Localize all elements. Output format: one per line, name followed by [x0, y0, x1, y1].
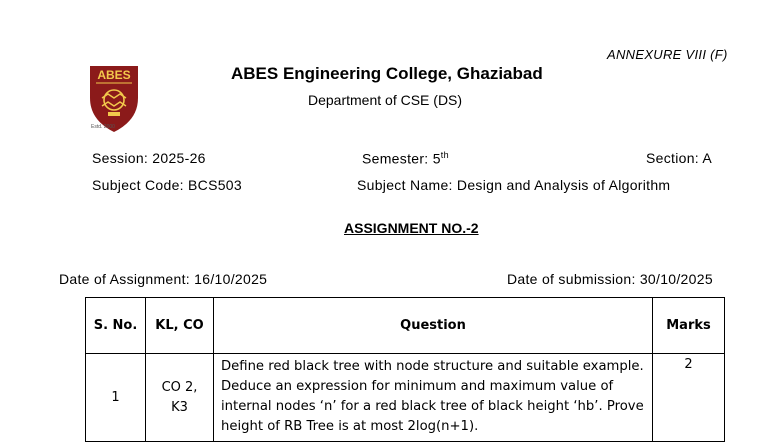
college-name: ABES Engineering College, Ghaziabad	[231, 64, 543, 83]
subject-name: Subject Name: Design and Analysis of Algorithm	[357, 177, 671, 193]
logo-text: ABES	[97, 68, 131, 82]
header-question: Question	[214, 298, 653, 354]
semester-text: Semester: 5	[362, 150, 441, 167]
header-sno: S. No.	[86, 298, 146, 354]
table-row	[86, 354, 725, 442]
subject-code: Subject Code: BCS503	[92, 177, 242, 193]
header-klco: KL, CO	[146, 298, 214, 354]
session-info: Session: 2025-26	[92, 150, 206, 166]
header-marks: Marks	[653, 298, 725, 354]
assignment-title: ASSIGNMENT NO.-2	[344, 220, 479, 236]
section-info: Section: A	[646, 150, 713, 166]
questions-table	[85, 297, 725, 442]
date-of-assignment: Date of Assignment: 16/10/2025	[59, 271, 268, 287]
logo-estd: Estd. 2000	[91, 124, 115, 130]
row-marks: 2	[653, 354, 725, 442]
annexure-label: ANNEXURE VIII (F)	[607, 47, 728, 62]
table-header-row	[86, 298, 725, 354]
row-klco	[146, 354, 214, 442]
date-of-submission: Date of submission: 30/10/2025	[507, 271, 713, 287]
row-sno: 1	[86, 354, 146, 442]
department-name: Department of CSE (DS)	[308, 92, 463, 108]
semester-suffix: th	[440, 150, 449, 160]
row-question: Define red black tree with node structure and suitable example. Deduce an expression for minimum and maximum value of internal nodes ‘n’ for a red black tree of black height ‘hb’. Prove height of RB Tree is at most 2log(n+1).	[214, 354, 653, 442]
row-klco-text: CO 2, K3	[161, 379, 198, 415]
semester-info	[362, 150, 449, 167]
